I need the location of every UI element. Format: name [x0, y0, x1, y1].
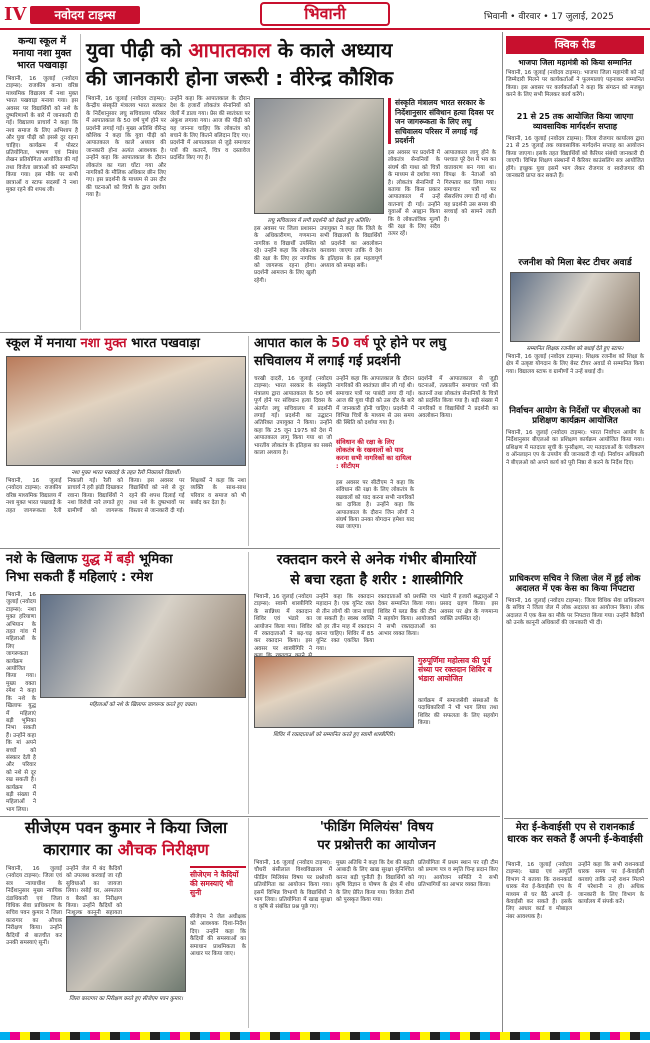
lead-col4: उपायुक्त ने कहा कि जिले के सभी विद्यालयों के विद्यार्थियों को प्रदर्शनी का अवलोकन करवाया जाएगा ताकि वे देश के इतिहास के इस महत्वपूर्ण अध्याय को समझ सकें। [320, 226, 382, 270]
emergency-col2: उन्होंने कहा कि आपातकाल के दौरान नागरिकों की स्वतंत्रता छीन ली गई थी। समाचार पत्रों पर पाबंदी लगा दी गई। आज की युवा पीढ़ी को उस दौर के बारे में जानकारी होनी चाहिए। प्रदर्शनी में विभिन्न चित्रों के माध्यम से उस समय की स्थिति को दर्शाया गया है। [336, 376, 414, 427]
women-photo [40, 594, 246, 698]
right-item6-col2: उन्होंने कहा कि सभी राशनकार्ड धारक समय पर ई-केवाईसी करवाएं ताकि उन्हें राशन मिलने में परेशानी न हो। अधिक जानकारी के लिए विभाग के कार्यालय में संपर्क करें। [578, 862, 644, 906]
cjm-headline-l1: सीजेएम पवन कुमार ने किया जिला [24, 818, 228, 837]
emergency-col1: चरखी दादरी, 16 जुलाई (नवोदय टाइम्स): भारत सरकार के संस्कृति मंत्रालय द्वारा आपातकाल के 50 वर्ष पूर्ण होने पर संविधान हत्या दिवस के अंतर्गत लघु सचिवालय में प्रदर्शनी लगाई गई। प्रदर्शनी का उद्घाटन अतिरिक्त उपायुक्त ने किया। उन्होंने कहा कि 25 जून 1975 को देश में आपातकाल लागू किया गया था जो भारतीय लोकतंत्र के इतिहास का सबसे काला अध्याय है। [254, 376, 332, 457]
right-item3-body: भिवानी, 16 जुलाई (नवोदय टाइम्स): शिक्षक रजनीश को शिक्षा के क्षेत्र में उत्कृष्ट योगदान के लिए बेस्ट टीचर अवार्ड से सम्मानित किया गया। विद्यालय स्टाफ व ग्रामीणों ने उन्हें बधाई दी। [506, 354, 644, 375]
blood-col3: रक्तदाताओं को प्रशस्ति पत्र देकर सम्मानित किया गया। शिविर में ब्लड बैंक की टीम ने सहयोग किया। आयोजकों ने सभी रक्तदाताओं का आभार व्यक्त किया। [378, 594, 436, 638]
header-rule [0, 28, 650, 30]
right-item6-col1: भिवानी, 16 जुलाई (नवोदय टाइम्स): खाद्य एवं आपूर्ति विभाग ने बताया कि राशनकार्ड धारक मेरा ई-केवाईसी एप के माध्यम से घर बैठे अपनी ई-केवाईसी कर सकते हैं। इसके लिए आधार कार्ड व मोबाइल नंबर आवश्यक है। [506, 862, 572, 920]
feeding-headline-l1: 'फीडिंग मिलियंस' विषय [319, 820, 434, 835]
blood-col5: कार्यक्रम में समाजसेवी संस्थाओं के पदाधिकारियों ने भी भाग लिया तथा शिविर की सफलता के लिए सहयोग किया। [418, 698, 498, 727]
blood-col2: उन्होंने कहा कि रक्तदान महादान है। एक यूनिट रक्त से तीन लोगों की जान बचाई जा सकती है। स्वस्थ व्यक्ति को हर तीन माह में रक्तदान करना चाहिए। शिविर में 85 यूनिट रक्त एकत्रित किया गया। [316, 594, 374, 652]
women-headline-l2: निभा सकती हैं महिलाएं : रमेश [6, 570, 153, 585]
right-item5-title: प्राधिकरण सचिव ने जिला जेल में हुई लोक अदालत में एक केस का किया निपटारा [509, 574, 641, 594]
lead-col3: इस अवसर पर जिला प्रशासन के अधिकारीगण, गणमान्य नागरिक व विद्यार्थी उपस्थित रहे। उन्होंने कहा कि लोकतंत्र की रक्षा के लिए हर नागरिक को जागरूक रहना होगा। प्रदर्शनी आमजन के लिए खुली रहेगी। [254, 226, 316, 284]
blood-col4: भंडारे में हजारों श्रद्धालुओं ने प्रसाद ग्रहण किया। इस अवसर पर क्षेत्र के गणमान्य व्यक्ति उपस्थित रहे। [440, 594, 498, 623]
women-body-left: भिवानी, 16 जुलाई (नवोदय टाइम्स): नशा मुक्त हरियाणा अभियान के तहत गांव में महिलाओं के लिए जागरूकता कार्यक्रम आयोजित किया गया। मुख्य वक्ता रमेश ने कहा कि नशे के खिलाफ युद्ध में महिलाएं बड़ी भूमिका निभा सकती हैं। उन्होंने कहा कि मां अपने बच्चों को संस्कार देती है और परिवार को नशे से दूर रख सकती है। कार्यक्रम में बड़ी संख्या में महिलाओं ने भाग लिया। [6, 592, 36, 813]
cjm-col2: उन्होंने जेल में बंद कैदियों को उपलब्ध करवाई जा रही सुविधाओं का जायजा लिया। रसोई घर, अस्पताल व बैरकों का निरीक्षण किया। उन्होंने कैदियों को निःशुल्क कानूनी सहायता [66, 866, 122, 917]
lead-col5: इस अवसर पर प्रदर्शनी में लोकतंत्र सेनानियों के संघर्ष की गाथा को चित्रों के माध्यम से दर्शाया गया है। लोकतंत्र सेनानियों ने बताया कि किस प्रकार आपातकाल में उन्हें यातनाएं दी गई। उन्होंने युवाओं से आह्वान किया कि वे लोकतांत्रिक मूल्यों की रक्षा के लिए सदैव तत्पर रहें। [388, 150, 440, 238]
women-headline-l1: नशे के खिलाफ युद्ध में बड़ी भूमिका [6, 552, 173, 567]
right-item5-body: भिवानी, 16 जुलाई (नवोदय टाइम्स): जिला विधिक सेवा प्राधिकरण के सचिव ने जिला जेल में लोक अदालत का आयोजन किया। लोक अदालत में एक केस का मौके पर निपटारा किया गया। उन्होंने कैदियों को उनके कानूनी अधिकारों की जानकारी भी दी। [506, 598, 644, 627]
emergency-headline-l1: आपात काल के 50 वर्ष पूरे होने पर लघु [254, 336, 447, 351]
lead-col1: भिवानी, 16 जुलाई (नवोदय टाइम्स): केन्द्रीय संस्कृति मंत्रालय भारत सरकार के निर्देशानुसार लघु सचिवालय परिसर में आपातकाल के 50 वर्ष पूर्ण होने पर प्रदर्शनी लगाई गई। मुख्य अतिथि वीरेन्द्र कौशिक ने कहा कि युवा पीढ़ी को आपातकाल के काले अध्याय की जानकारी होना अत्यंत आवश्यक है। उन्होंने कहा कि आपातकाल के दौरान लोकतंत्र का गला घोंटा गया और नागरिकों के मौलिक अधिकार छीन लिए गए। इस प्रदर्शनी के माध्यम से उस दौर की घटनाओं को चित्रों के द्वारा दर्शाया गया है। [86, 96, 166, 199]
nasha-rally-photo [6, 356, 246, 466]
feeding-col2: मुख्य अतिथि ने कहा कि देश की बढ़ती आबादी के लिए खाद्य सुरक्षा सुनिश्चित करना बड़ी चुनौती है। विद्यार्थियों को कृषि विज्ञान व पोषण के क्षेत्र में शोध के लिए प्रेरित किया गया। विजेता टीमों को पुरस्कृत किया गया। [336, 860, 414, 904]
nasha-body: भिवानी, 16 जुलाई (नवोदय टाइम्स): राजकीय वरिष्ठ माध्यमिक विद्यालय में नशा मुक्त भारत पखवाड़े के तहत जागरूकता रैली निकाली गई। रैली को प्राचार्य ने हरी झंडी दिखाकर रवाना किया। विद्यार्थियों ने नशा विरोधी नारे लगाते हुए ग्रामीणों को जागरूक किया। इस अवसर पर विद्यार्थियों को नशे से दूर रहने की शपथ दिलाई गई तथा नशे के दुष्प्रभावों पर विस्तार से जानकारी दी गई। शिक्षकों ने कहा कि नशा व्यक्ति के साथ-साथ परिवार व समाज को भी बर्बाद कर देता है। [6, 478, 246, 514]
lead-photo [254, 98, 384, 214]
blood-camp-photo [254, 656, 414, 728]
feeding-col3: प्रतियोगिता में प्रथम स्थान पर रही टीम को प्रमाण पत्र व स्मृति चिन्ह प्रदान किए गए। आयोजन समिति ने सभी प्रतिभागियों का आभार व्यक्त किया। [418, 860, 498, 889]
city-section-title: भिवानी [260, 2, 390, 26]
right-item1-body: भिवानी, 16 जुलाई (नवोदय टाइम्स): भाजपा जिला महामंत्री को नई जिम्मेदारी मिलने पर कार्यकर्ताओं ने फूलमालाएं पहनाकर सम्मानित किया। इस अवसर पर कार्यकर्ताओं ने कहा कि संगठन को मजबूत करने के लिए सभी मिलकर कार्य करेंगे। [506, 70, 644, 99]
blood-col1: भिवानी, 16 जुलाई (नवोदय टाइम्स): स्वामी शास्त्रीगिरि के सान्निध्य में रक्तदान शिविर एवं भंडारे का आयोजन किया गया। शिविर में रक्तदाताओं ने बढ़-चढ़ कर रक्तदान किया। इस अवसर पर शास्त्रीगिरि ने [254, 594, 312, 652]
right-item2-title: 21 से 25 तक आयोजित किया जाएगा व्यावसायिक मार्गदर्शन सप्ताह [516, 112, 634, 131]
cjm-photo-caption: जिला कारागार का निरीक्षण करते हुए सीजेएम पवन कुमार। [69, 996, 183, 1002]
blood-photo-caption: शिविर में रक्तदाताओं को सम्मानित करते हुए स्वामी शास्त्रीगिरि। [273, 732, 395, 738]
lead-headline-line1: युवा पीढ़ी को आपातकाल के काले अध्याय [86, 38, 393, 62]
feeding-headline-l2: पर प्रश्नोत्तरी का आयोजन [317, 838, 436, 853]
page-number: IV [4, 4, 27, 25]
cjm-subhead: सीजेएम ने कैदियों की समस्याएं भी सुनी [190, 866, 246, 912]
emergency-subhead: संविधान की रक्षा के लिए लोकतंत्र के रखवालों को याद करना सभी नागरिकों का दायित्व : सीटीएम [336, 438, 412, 470]
blood-pull-quote: गुरुपूर्णिमा महोत्सव की पूर्व संध्या पर रक्तदान शिविर व भंडारा आयोजित [418, 656, 492, 683]
cjm-col3: सीजेएम ने जेल अधीक्षक को आवश्यक दिशा-निर्देश दिए। उन्होंने कहा कि कैदियों की समस्याओं का समाधान प्राथमिकता के आधार पर किया जाए। [190, 914, 246, 958]
blood-headline-l2: से बचा रहता है शरीर : शास्त्रीगिरि [290, 572, 463, 588]
right-item3-photo [510, 272, 640, 342]
lead-col6: आपातकाल लागू होने के पश्चात पूरे देश में भय का वातावरण बन गया था। विपक्ष के नेताओं को गिरफ्तार कर लिया गया। समाचार पत्रों पर सेंसरशिप लगा दी गई थी। यह प्रदर्शनी उस समय की सच्चाई को सामने लाती है। [444, 150, 496, 223]
cjm-col1: भिवानी, 16 जुलाई (नवोदय टाइम्स): जिला एवं सत्र न्यायाधीश के निर्देशानुसार मुख्य न्यायिक दंडाधिकारी एवं जिला विधिक सेवा प्राधिकरण के सचिव पवन कुमार ने जिला कारागार का औचक निरीक्षण किया। उन्होंने कैदियों से बातचीत कर उनकी समस्याएं सुनीं। [6, 866, 62, 947]
blood-headline-l1: रक्तदान करने से अनेक गंभीर बीमारियों [276, 552, 477, 568]
emergency-col3: इस अवसर पर सीटीएम ने कहा कि संविधान की रक्षा के लिए लोकतंत्र के रखवालों को याद करना सभी नागरिकों का दायित्व है। उन्होंने कहा कि आपातकाल के दौरान जिन लोगों ने संघर्ष किया उनका योगदान हमेशा याद रखा जाएगा। [336, 480, 414, 531]
print-color-bar [0, 1032, 650, 1040]
lead-subhead: संस्कृति मंत्रालय भारत सरकार के निर्देशानुसार संविधान हत्या दिवस पर जन जागरूकता के लिए लघु सचिवालय परिसर में लगाई गई प्रदर्शनी [388, 98, 496, 144]
right-item4-title: निर्वाचन आयोग के निर्देशों पर बीएलओ का प्रशिक्षण कार्यक्रम आयोजित [509, 406, 641, 426]
nasha-photo-caption: नशा मुक्त भारत पखवाड़े के तहत रैली निकालते विद्यार्थी। [71, 470, 181, 476]
women-photo-caption: महिलाओं को नशे के खिलाफ जागरूक करते हुए वक्ता। [89, 702, 197, 708]
quick-read-banner: क्विक रीड [506, 36, 644, 54]
right-item6-title: मेरा ई-केवाईसी एप से राशनकार्ड धारक कर सकते हैं अपनी ई-केवाईसी [507, 822, 643, 845]
right-item1-title: भाजपा जिला महामंत्री को किया सम्मानित [518, 58, 632, 67]
right-item2-body: भिवानी, 16 जुलाई (नवोदय टाइम्स): जिला रोजगार कार्यालय द्वारा 21 से 25 जुलाई तक व्यावसायिक मार्गदर्शन सप्ताह का आयोजन किया जाएगा। इसके तहत विद्यार्थियों को कैरियर संबंधी जानकारी दी जाएगी। विभिन्न शिक्षण संस्थानों में कैरियर काउंसलिंग सत्र आयोजित होंगे। इच्छुक युवा इसमें भाग लेकर रोजगार व स्वरोजगार की जानकारी प्राप्त कर सकते हैं। [506, 136, 644, 180]
lead-col2: उन्होंने कहा कि आपातकाल के दौरान देश के हजारों लोकतंत्र सेनानियों को जेलों में डाला गया। प्रेस की स्वतंत्रता पर अंकुश लगाया गया। आज की पीढ़ी को यह जानना चाहिए कि लोकतंत्र को बचाने के लिए कितने बलिदान दिए गए। प्रदर्शनी में आपातकाल से जुड़े समाचार पत्रों की कतरनें, चित्र व दस्तावेज प्रदर्शित किए गए हैं। [170, 96, 250, 162]
nasha-headline: स्कूल में मनाया नशा मुक्त भारत पखवाड़ा [6, 336, 200, 351]
feeding-col1: भिवानी, 16 जुलाई (नवोदय टाइम्स): चौधरी बंसीलाल विश्वविद्यालय में फीडिंग मिलियंस विषय पर प्रश्नोत्तरी प्रतियोगिता का आयोजन किया गया। इसमें विभिन्न विभागों के विद्यार्थियों ने भाग लिया। प्रतियोगिता में खाद्य सुरक्षा व कृषि से संबंधित प्रश्न पूछे गए। [254, 860, 332, 911]
cjm-headline-l2: कारागार का औचक निरीक्षण [43, 840, 209, 859]
cjm-jail-photo [66, 916, 186, 992]
right-item4-body: भिवानी, 16 जुलाई (नवोदय टाइम्स): भारत निर्वाचन आयोग के निर्देशानुसार बीएलओ का प्रशिक्षण कार्यक्रम आयोजित किया गया। प्रशिक्षण में मतदाता सूची के पुनरीक्षण, नए मतदाताओं के पंजीकरण व ऑनलाइन एप के उपयोग की जानकारी दी गई। निर्वाचन अधिकारी ने बीएलओ को अपने कार्य को पूरी निष्ठा से करने के निर्देश दिए। [506, 430, 644, 466]
left-story-title: कन्या स्कूल में मनाया नशा मुक्त भारत पखवाड़ा [12, 36, 72, 71]
emergency-col4: प्रदर्शनी में आपातकाल से जुड़ी घटनाओं, तत्कालीन समाचार पत्रों की कतरनों तथा लोकतंत्र सेनानियों के चित्रों को प्रदर्शित किया गया है। बड़ी संख्या में नागरिकों व विद्यार्थियों ने प्रदर्शनी का अवलोकन किया। [418, 376, 498, 420]
emergency-headline-l2: सचिवालय में लगाई गई प्रदर्शनी [254, 354, 401, 369]
left-story-body: भिवानी, 16 जुलाई (नवोदय टाइम्स): राजकीय कन्या वरिष्ठ माध्यमिक विद्यालय में नशा मुक्त भारत पखवाड़ा मनाया गया। इस अवसर पर विद्यार्थियों को नशे के दुष्परिणामों के बारे में जानकारी दी गई। विद्यालय प्राचार्य ने कहा कि नशा समाज के लिए अभिशाप है और युवा पीढ़ी को इससे दूर रहना चाहिए। कार्यक्रम में पोस्टर प्रतियोगिता, भाषण एवं निबंध लेखन प्रतियोगिता आयोजित की गई तथा विजेता छात्राओं को सम्मानित किया गया। इस मौके पर सभी छात्राओं व स्टाफ सदस्यों ने नशा मुक्त रहने की शपथ ली। [6, 76, 78, 194]
lead-photo-caption: लघु सचिवालय में लगी प्रदर्शनी को देखते हुए अतिथि। [267, 218, 371, 224]
right-item3-title: रजनीश को मिला बेस्ट टीचर अवार्ड [518, 258, 632, 268]
right-item3-caption: सम्मानित शिक्षक रजनीश को बधाई देते हुए स्टाफ। [526, 346, 624, 352]
newspaper-brand: नवोदय टाइम्स [30, 6, 140, 24]
lead-headline-line2: की जानकारी होना जरूरी : वीरेन्द्र कौशिक [86, 66, 394, 90]
edition-date: भिवानी • वीरवार • 17 जुलाई, 2025 [484, 12, 614, 22]
